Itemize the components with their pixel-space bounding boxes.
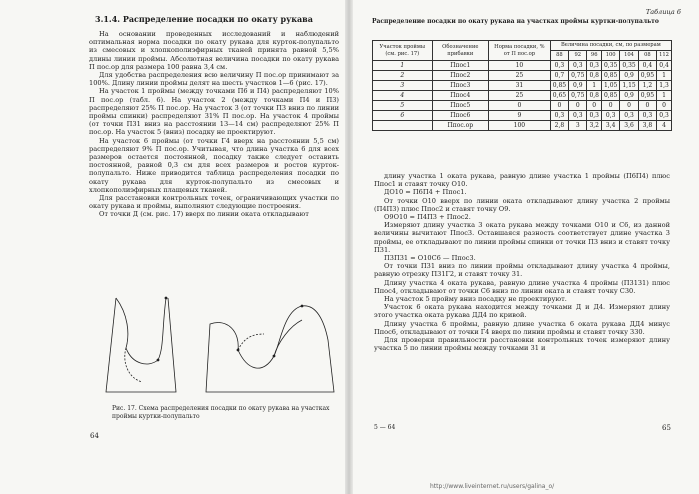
table-cell: 0,95 [638, 71, 656, 81]
table-cell: Ппос1 [432, 61, 489, 71]
table-row [373, 81, 672, 91]
size-header: 08 [638, 51, 656, 61]
paragraph: На участок 5 пройму вниз посадку не проектируют. [384, 295, 567, 304]
table-cell: Ппос.ор [432, 121, 489, 131]
table-cell: 0,65 [550, 91, 568, 101]
formula: ДО10 = П6П4 + Ппос1. [384, 188, 467, 197]
size-header: 112 [657, 51, 672, 61]
table-cell: 3,4 [601, 121, 619, 131]
paragraph: Длину участка 4 оката рукава, равную длине участка 4 проймы (П31З1) плюс Ппос4, откладывают от точки С6 вниз по линии оката и ставят точку С30. [374, 278, 670, 295]
table-cell: 9 [489, 111, 551, 121]
right-text-block [374, 172, 670, 352]
table-cell: 0,85 [601, 71, 619, 81]
table-cell: 0 [601, 101, 619, 111]
table-cell: 3 [373, 81, 433, 91]
table-cell: Ппос4 [432, 91, 489, 101]
table-label: Таблица 6 [645, 8, 681, 16]
table-cell: 1 [657, 71, 672, 81]
table-header-cell: Обозначение прибавки [432, 41, 489, 61]
allowance-table [372, 40, 672, 131]
table-cell: 25 [489, 91, 551, 101]
table-cell: 0,3 [587, 111, 602, 121]
table-cell: 0 [638, 101, 656, 111]
armhole-sleeve-diagram [88, 284, 338, 394]
paragraph: На участок 6 проймы (от точки Г4 вверх на расстоянии 5,5 см) распределяют 9% П пос.ор. Учитывая, что длина участка 6 для всех размеров остается постоянной, посадку также следует оставить постоянной, равной 0,3 см для всех размеров и ростов курток-полупальто. Ниже приводится таблица распределения посадки по окату рукава для курток-полупальто из смесовых и хлопкополиэфирных плащевых тканей. [89, 136, 339, 194]
table-cell: 0,95 [638, 91, 656, 101]
table-cell: 0,75 [569, 91, 587, 101]
table-cell: 1,15 [620, 81, 638, 91]
table-row [373, 61, 672, 71]
table-cell: 0,4 [638, 61, 656, 71]
paragraph: Для проверки правильности расстановки контрольных точек измеряют длину участка 5 по линии проймы между точками 31 и [374, 336, 670, 353]
table-cell: 3,6 [620, 121, 638, 131]
table-cell: 0,3 [601, 111, 619, 121]
table-cell: 31 [489, 81, 551, 91]
table-header-cell: Участок проймы (см. рис. 17) [373, 41, 433, 61]
paragraph: Для удобства распределения всю величину П пос.ор принимают за 100%. Длину линии проймы делят на шесть участков 1—6 (рис. 17). [89, 71, 339, 88]
section-heading: 3.1.4. Распределение посадки по окату рукава [95, 14, 313, 24]
paragraph: Длину участка 6 проймы, равную длине участка 6 оката рукава ДД4 минус Ппос6, откладывают от точки Г4 вверх по линии проймы и ставят точку 330. [374, 319, 670, 336]
paragraph: Для расстановки контрольных точек, ограничивающих участки по окату рукава и проймы, выполняют следующие построения. [89, 194, 339, 211]
table-cell [373, 121, 433, 131]
paragraph: От точки Д (см. рис. 17) вверх по линии оката откладывают [99, 210, 309, 219]
table-cell: Ппос2 [432, 71, 489, 81]
paragraph: От точки О10 вверх по линии оката откладывают длину участка 2 проймы (П4П3) плюс Ппос2 и ставят точку О9. [374, 196, 670, 213]
table-cell: 0,9 [569, 81, 587, 91]
table-cell: 0 [489, 101, 551, 111]
size-header: 100 [601, 51, 619, 61]
table-cell: 0,7 [550, 71, 568, 81]
table-cell: 0,85 [550, 81, 568, 91]
table-cell: 0,3 [569, 111, 587, 121]
size-header: 88 [550, 51, 568, 61]
table-cell: 0,35 [620, 61, 638, 71]
table-cell: 4 [657, 121, 672, 131]
table-cell: 0,4 [657, 61, 672, 71]
paragraph: Измеряют длину участка 3 оката рукава между точками О10 и С6, из данной величины вычитают Ппос3. Оставшаяся разность соответствует длине участка 3 проймы, ее откладывают по линии проймы спинки от точки П3 вниз и ставят точку П31. [374, 221, 670, 254]
table-cell: 0,3 [550, 61, 568, 71]
size-header: 104 [620, 51, 638, 61]
table-cell: 0,3 [587, 61, 602, 71]
paragraph: длину участка 1 оката рукава, равную длине участка 1 проймы (П6П4) плюс Ппос1 и ставят точку О10. [374, 172, 670, 189]
table-cell: 0,8 [587, 91, 602, 101]
size-header: 96 [587, 51, 602, 61]
paragraph: От точки П31 вниз по линии проймы откладывают длину участка 4 проймы, равную отрезку П31Г2, и ставят точку 31. [374, 262, 670, 279]
table-row [373, 71, 672, 81]
size-header: 92 [569, 51, 587, 61]
table-cell: 0,8 [587, 71, 602, 81]
table-cell: 0 [587, 101, 602, 111]
table-cell: 5 [373, 101, 433, 111]
table-header-row [373, 41, 672, 51]
table-cell: 0,3 [657, 111, 672, 121]
table-cell: 0 [569, 101, 587, 111]
table-cell: 1 [657, 91, 672, 101]
formula: О9О10 = П4П3 + Ппос2. [384, 213, 471, 222]
table-cell: Ппос6 [432, 111, 489, 121]
table-row [373, 101, 672, 111]
table-cell: 0,3 [620, 111, 638, 121]
table-cell: 3,2 [587, 121, 602, 131]
table-cell: 1,05 [601, 81, 619, 91]
paragraph: На основании проведенных исследований и наблюдений оптимальная норма посадки по окату рукава для курток-полупальто из смесовых и хлопкополиэфирных тканей принята равной 5,5% длины линии проймы. Абсолютная величина посадки по окату рукава П пос.ор для размера 100 равна 3,4 см. [89, 30, 339, 71]
watermark-url: http://www.liveinternet.ru/users/galina_o/ [430, 483, 555, 490]
table-header-cell: Величина посадки, см, по размерам [550, 41, 671, 51]
table-cell: Ппос3 [432, 81, 489, 91]
table-cell: 1,2 [638, 81, 656, 91]
table-cell: 0,85 [601, 91, 619, 101]
table-header-cell: Норма посадки, % от П пос.ор [489, 41, 551, 61]
formula: П3П31 = О10С6 — Ппос3. [384, 254, 476, 263]
table-row [373, 111, 672, 121]
table-cell: 10 [489, 61, 551, 71]
left-text-block [89, 30, 339, 219]
table-cell: 0 [620, 101, 638, 111]
paragraph: На участок 1 проймы (между точками П6 и П4) распределяют 10% П пос.ор (табл. 6). На участок 2 (между точками П4 и П3) распределяют 25% П пос.ор. На участок 3 (от точки П3 вниз по линии проймы спинки) распределяют 31% П пос.ор. На участок 4 проймы (от точки П31 вниз на расстоянии 13—14 см) распределяют 25% П пос.ор. На участок 5 (вниз) посадку не проектируют. [89, 87, 339, 137]
table-cell: 1,3 [657, 81, 672, 91]
table-cell: 3,8 [638, 121, 656, 131]
table-cell: 1 [587, 81, 602, 91]
table-cell: 0,9 [620, 91, 638, 101]
figure-caption: Рис. 17. Схема распределения посадки по окату рукава на участках проймы куртки-полупальто [112, 405, 330, 420]
table-row [373, 121, 672, 131]
table-cell: 4 [373, 91, 433, 101]
table-cell: 0 [657, 101, 672, 111]
table-cell: 0,3 [550, 111, 568, 121]
paragraph: Участок 6 оката рукава находится между точками Д и Д4. Измеряют длину этого участка оката рукава ДД4 по кривой. [374, 303, 670, 320]
table-cell: 2 [373, 71, 433, 81]
signature-mark: 5 — 64 [374, 424, 396, 431]
table-cell: 25 [489, 71, 551, 81]
table-heading: Распределение посадки по окату рукава на участках проймы куртки-полупальто [372, 18, 659, 25]
book-gutter [345, 0, 353, 494]
page-number-right: 65 [662, 424, 671, 432]
table-cell: 1 [373, 61, 433, 71]
page-number-left: 64 [90, 432, 99, 440]
table-cell: Ппос5 [432, 101, 489, 111]
table-cell: 2,8 [550, 121, 568, 131]
table-cell: 0,35 [601, 61, 619, 71]
table-cell: 100 [489, 121, 551, 131]
table-cell: 0,3 [569, 61, 587, 71]
table-cell: 0,9 [620, 71, 638, 81]
table-cell: 3 [569, 121, 587, 131]
table-cell: 6 [373, 111, 433, 121]
table-cell: 0 [550, 101, 568, 111]
table-cell: 0,75 [569, 71, 587, 81]
table-cell: 0,3 [638, 111, 656, 121]
table-row [373, 91, 672, 101]
